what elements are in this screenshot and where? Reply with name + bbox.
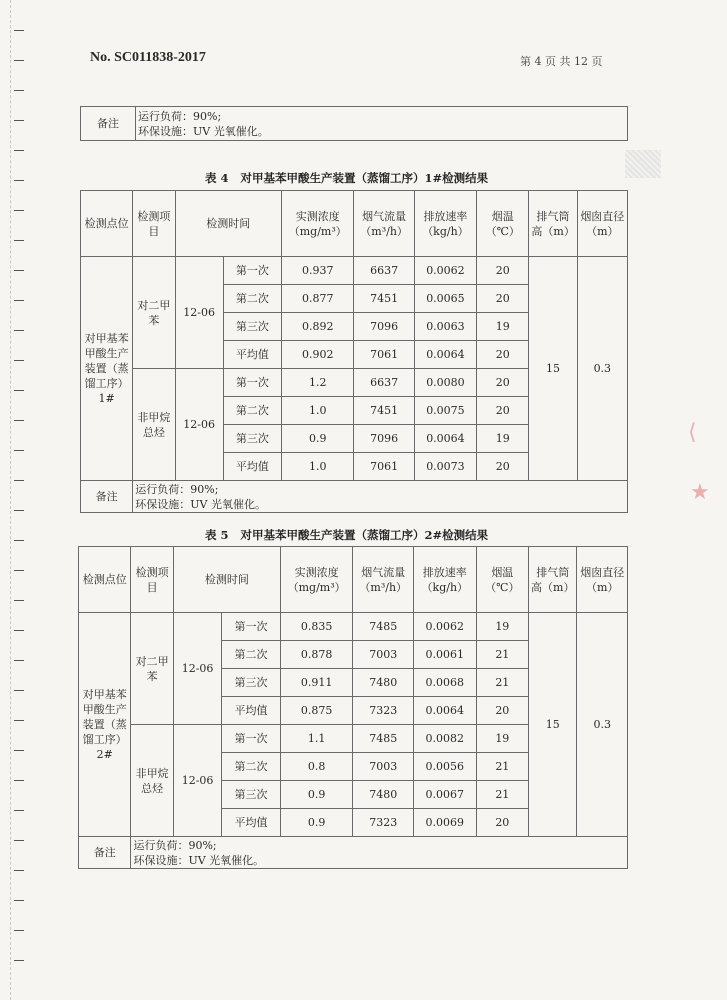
- scan-artifact: [625, 150, 661, 178]
- margin-tick: [14, 750, 24, 751]
- margin-tick: [14, 480, 24, 481]
- margin-tick: [14, 30, 24, 31]
- rate-cell: 0.0062: [414, 257, 476, 285]
- margin-tick: [14, 240, 24, 241]
- rate-cell: 0.0080: [414, 369, 476, 397]
- margin-tick: [14, 630, 24, 631]
- header-time: 检测时间: [175, 191, 282, 257]
- header-flow: 烟气流量（m³/h）: [354, 191, 414, 257]
- test-round: 第一次: [223, 369, 281, 397]
- margin-tick: [14, 570, 24, 571]
- concentration-cell: 1.1: [280, 725, 353, 753]
- concentration-cell: 0.875: [280, 697, 353, 725]
- header-height: 排气筒高（m）: [529, 191, 577, 257]
- header-item: 检测项目: [131, 547, 173, 613]
- rate-cell: 0.0069: [414, 809, 477, 837]
- flow-cell: 7061: [354, 453, 414, 481]
- remark-line: 环保设施：UV 光氧催化。: [135, 497, 266, 511]
- concentration-cell: 0.9: [282, 425, 354, 453]
- stack-height: 15: [529, 613, 577, 837]
- test-round: 平均值: [222, 697, 281, 725]
- table-row: [79, 613, 628, 641]
- flow-cell: 7480: [353, 781, 414, 809]
- header-temp: 烟温（℃）: [477, 191, 529, 257]
- margin-tick: [14, 330, 24, 331]
- flow-cell: 6637: [354, 369, 414, 397]
- stack-diameter: 0.3: [577, 613, 628, 837]
- monitoring-point: 对甲基苯甲酸生产装置（蒸馏工序）2#: [79, 613, 131, 837]
- concentration-cell: 1.0: [282, 453, 354, 481]
- margin-tick: [14, 120, 24, 121]
- margin-tick: [14, 420, 24, 421]
- report-number: No. SC011838-2017: [90, 50, 206, 65]
- remark-row: [81, 481, 628, 513]
- margin-tick: [14, 360, 24, 361]
- concentration-cell: 0.835: [280, 613, 353, 641]
- margin-tick: [14, 870, 24, 871]
- page-indicator: 第 4 页 共 12 页: [520, 55, 603, 68]
- concentration-cell: 1.0: [282, 397, 354, 425]
- temperature-cell: 19: [477, 313, 529, 341]
- table4-title: 对甲基苯甲酸生产装置（蒸馏工序）1#检测结果: [240, 171, 489, 185]
- test-round: 第二次: [223, 285, 281, 313]
- margin-tick: [14, 60, 24, 61]
- remark-label: 备注: [79, 837, 131, 869]
- rate-cell: 0.0073: [414, 453, 476, 481]
- remark-line: 环保设施：UV 光氧催化。: [133, 853, 265, 867]
- rate-cell: 0.0064: [414, 697, 477, 725]
- rate-cell: 0.0068: [414, 669, 477, 697]
- test-round: 平均值: [223, 453, 281, 481]
- header-diameter: 烟囱直径（m）: [577, 191, 627, 257]
- temperature-cell: 20: [477, 453, 529, 481]
- header-point: 检测点位: [81, 191, 133, 257]
- flow-cell: 7480: [353, 669, 414, 697]
- margin-tick: [14, 300, 24, 301]
- margin-tick: [14, 930, 24, 931]
- table-row: [81, 257, 628, 285]
- rate-cell: 0.0064: [414, 425, 476, 453]
- test-round: 第二次: [223, 397, 281, 425]
- test-item: 对二甲苯: [133, 257, 175, 369]
- flow-cell: 7003: [353, 641, 414, 669]
- table4-number: 表 4: [205, 171, 229, 185]
- binding-margin: [10, 0, 11, 1000]
- remark-line: 运行负荷：90%;: [133, 838, 217, 852]
- header-rate: 排放速率（kg/h）: [414, 191, 476, 257]
- table4-caption: [205, 170, 488, 186]
- remark-line: 环保设施：UV 光氧催化。: [138, 124, 269, 138]
- rate-cell: 0.0067: [414, 781, 477, 809]
- rate-cell: 0.0063: [414, 313, 476, 341]
- concentration-cell: 0.902: [282, 341, 354, 369]
- table4: [80, 190, 628, 513]
- flow-cell: 7485: [353, 613, 414, 641]
- test-date: 12-06: [175, 369, 223, 481]
- temperature-cell: 20: [477, 341, 529, 369]
- header-temp: 烟温（℃）: [476, 547, 528, 613]
- table5-number: 表 5: [205, 528, 229, 542]
- rate-cell: 0.0061: [414, 641, 477, 669]
- temperature-cell: 21: [476, 669, 528, 697]
- stack-diameter: 0.3: [577, 257, 627, 481]
- margin-tick: [14, 690, 24, 691]
- test-item: 非甲烷总烃: [131, 725, 173, 837]
- margin-tick: [14, 720, 24, 721]
- remark-text: [136, 107, 628, 141]
- margin-tick: [14, 210, 24, 211]
- test-round: 第三次: [223, 313, 281, 341]
- header-conc: 实测浓度（mg/m³）: [280, 547, 353, 613]
- seal-fragment: ⟨: [688, 420, 697, 445]
- margin-tick: [14, 390, 24, 391]
- rate-cell: 0.0075: [414, 397, 476, 425]
- header-row: [81, 191, 628, 257]
- concentration-cell: 0.878: [280, 641, 353, 669]
- concentration-cell: 0.9: [280, 809, 353, 837]
- temperature-cell: 20: [477, 257, 529, 285]
- margin-tick: [14, 900, 24, 901]
- stack-height: 15: [529, 257, 577, 481]
- header-point: 检测点位: [79, 547, 131, 613]
- test-item: 对二甲苯: [131, 613, 173, 725]
- margin-tick: [14, 600, 24, 601]
- test-round: 第二次: [222, 641, 281, 669]
- top-remark-table: [80, 106, 628, 141]
- margin-tick: [14, 960, 24, 961]
- margin-tick: [14, 540, 24, 541]
- header-time: 检测时间: [173, 547, 280, 613]
- margin-tick: [14, 150, 24, 151]
- header-height: 排气筒高（m）: [529, 547, 577, 613]
- concentration-cell: 0.892: [282, 313, 354, 341]
- rate-cell: 0.0065: [414, 285, 476, 313]
- remark-label: 备注: [81, 481, 133, 513]
- remark-line: 运行负荷：90%;: [135, 482, 219, 496]
- header-diameter: 烟囱直径（m）: [577, 547, 628, 613]
- monitoring-point: 对甲基苯甲酸生产装置（蒸馏工序）1#: [81, 257, 133, 481]
- concentration-cell: 0.877: [282, 285, 354, 313]
- margin-tick: [14, 840, 24, 841]
- test-round: 第一次: [223, 257, 281, 285]
- margin-tick: [14, 450, 24, 451]
- header-flow: 烟气流量（m³/h）: [353, 547, 414, 613]
- temperature-cell: 20: [476, 697, 528, 725]
- rate-cell: 0.0064: [414, 341, 476, 369]
- margin-tick: [14, 810, 24, 811]
- table5: [78, 546, 628, 869]
- temperature-cell: 20: [477, 397, 529, 425]
- temperature-cell: 21: [476, 753, 528, 781]
- seal-star: ★: [690, 480, 710, 505]
- concentration-cell: 0.937: [282, 257, 354, 285]
- table5-caption: [205, 527, 488, 543]
- rate-cell: 0.0056: [414, 753, 477, 781]
- remark-line: 运行负荷：90%;: [138, 109, 222, 123]
- flow-cell: 7323: [353, 809, 414, 837]
- temperature-cell: 19: [476, 613, 528, 641]
- flow-cell: 7485: [353, 725, 414, 753]
- test-round: 第三次: [222, 669, 281, 697]
- rate-cell: 0.0062: [414, 613, 477, 641]
- temperature-cell: 19: [476, 725, 528, 753]
- flow-cell: 7096: [354, 425, 414, 453]
- test-round: 第一次: [222, 725, 281, 753]
- concentration-cell: 0.911: [280, 669, 353, 697]
- temperature-cell: 21: [476, 781, 528, 809]
- test-round: 平均值: [222, 809, 281, 837]
- margin-tick: [14, 90, 24, 91]
- header-item: 检测项目: [133, 191, 175, 257]
- temperature-cell: 21: [476, 641, 528, 669]
- temperature-cell: 20: [477, 285, 529, 313]
- flow-cell: 7003: [353, 753, 414, 781]
- test-item: 非甲烷总烃: [133, 369, 175, 481]
- test-date: 12-06: [175, 257, 223, 369]
- test-round: 第一次: [222, 613, 281, 641]
- test-date: 12-06: [173, 613, 221, 725]
- remark-row: [79, 837, 628, 869]
- remark-text: [133, 481, 628, 513]
- flow-cell: 7451: [354, 285, 414, 313]
- test-round: 平均值: [223, 341, 281, 369]
- margin-tick: [14, 780, 24, 781]
- flow-cell: 7451: [354, 397, 414, 425]
- concentration-cell: 0.9: [280, 781, 353, 809]
- remark-text: [131, 837, 628, 869]
- test-round: 第二次: [222, 753, 281, 781]
- margin-tick: [14, 180, 24, 181]
- table5-title: 对甲基苯甲酸生产装置（蒸馏工序）2#检测结果: [240, 528, 489, 542]
- flow-cell: 7323: [353, 697, 414, 725]
- flow-cell: 7061: [354, 341, 414, 369]
- concentration-cell: 0.8: [280, 753, 353, 781]
- concentration-cell: 1.2: [282, 369, 354, 397]
- rate-cell: 0.0082: [414, 725, 477, 753]
- header-rate: 排放速率（kg/h）: [414, 547, 477, 613]
- margin-tick: [14, 660, 24, 661]
- header-conc: 实测浓度（mg/m³）: [282, 191, 354, 257]
- temperature-cell: 20: [476, 809, 528, 837]
- flow-cell: 7096: [354, 313, 414, 341]
- test-date: 12-06: [173, 725, 221, 837]
- header-row: [79, 547, 628, 613]
- test-round: 第三次: [223, 425, 281, 453]
- temperature-cell: 20: [477, 369, 529, 397]
- temperature-cell: 19: [477, 425, 529, 453]
- remark-label: 备注: [81, 107, 136, 141]
- margin-tick: [14, 510, 24, 511]
- test-round: 第三次: [222, 781, 281, 809]
- flow-cell: 6637: [354, 257, 414, 285]
- margin-tick: [14, 270, 24, 271]
